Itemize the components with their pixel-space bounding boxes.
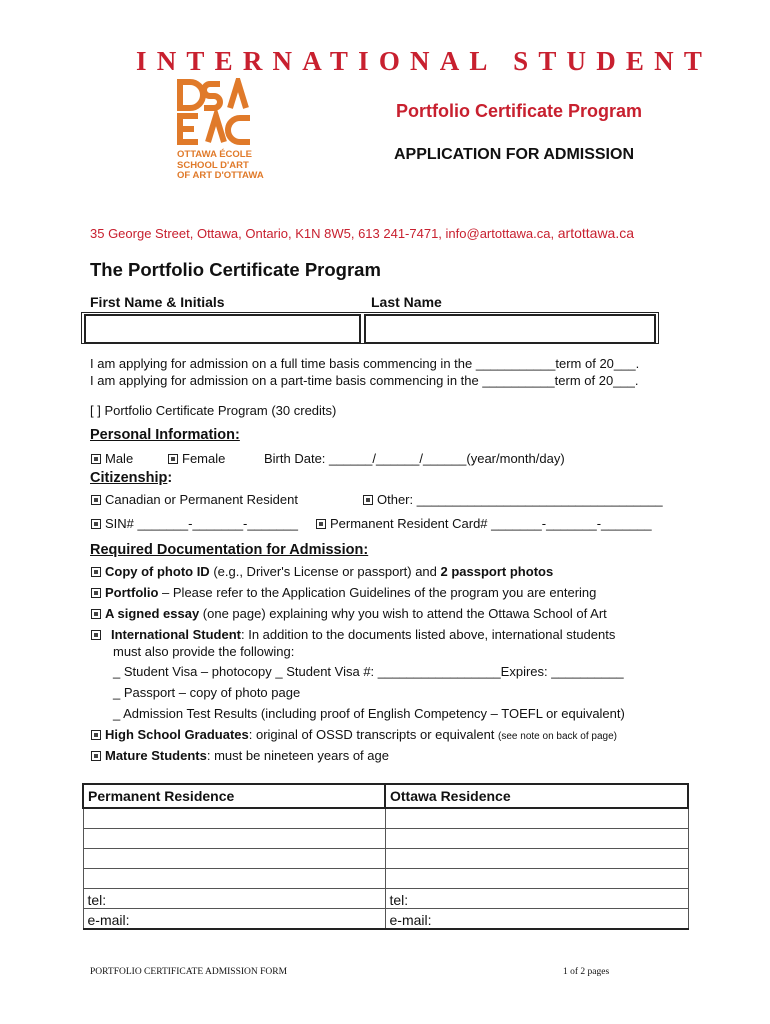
checkbox-icon — [91, 567, 101, 577]
first-name-label: First Name & Initials — [90, 294, 225, 310]
address-text: 35 George Street, Ottawa, Ontario, K1N 8W5, 613 241-7471, info@artottawa.ca, — [90, 226, 555, 241]
doc-visa-line: _ Student Visa – photocopy _ Student Visa #: _________________Expires: __________ — [113, 664, 624, 679]
form-subtitle: APPLICATION FOR ADMISSION — [394, 146, 634, 163]
table-row — [83, 784, 688, 808]
doc-mature[interactable]: Mature Students: must be nineteen years of age — [91, 748, 389, 763]
permanent-email-field[interactable]: e-mail: — [83, 909, 385, 930]
footer-form-title: PORTFOLIO CERTIFICATE ADMISSION FORM — [90, 967, 288, 977]
last-name-input[interactable] — [364, 314, 656, 344]
permanent-address-line[interactable] — [83, 829, 385, 849]
page-title: INTERNATIONAL STUDENT — [136, 46, 713, 76]
logo-text: OTTAWA ÉCOLE SCHOOL D'ART OF ART D'OTTAWA — [177, 149, 264, 181]
school-address — [90, 225, 634, 241]
table-row — [83, 849, 688, 869]
checkbox-icon — [316, 519, 326, 529]
doc-international-line2: must also provide the following: — [113, 644, 295, 659]
sin-field[interactable]: SIN# _______-_______-_______ — [91, 516, 298, 531]
female-checkbox[interactable]: Female — [168, 451, 225, 466]
doc-passport-line: _ Passport – copy of photo page — [113, 685, 301, 700]
permanent-residence-header: Permanent Residence — [83, 784, 385, 808]
residence-table — [82, 783, 689, 930]
page-number: 1 of 2 pages — [563, 967, 610, 977]
documentation-heading: Required Documentation for Admission: — [90, 542, 369, 558]
checkbox-icon — [91, 730, 101, 740]
citizenship-heading: Citizenship: — [90, 470, 173, 486]
birth-date-field[interactable]: Birth Date: ______/______/______(year/month/day) — [264, 451, 565, 466]
program-name: Portfolio Certificate Program — [396, 101, 643, 121]
ottawa-address-line[interactable] — [385, 849, 688, 869]
permanent-tel-field[interactable]: tel: — [83, 889, 385, 909]
other-citizenship-checkbox[interactable]: Other: __________________________________ — [363, 492, 663, 507]
doc-international[interactable]: International Student: In addition to the documents listed above, international students — [91, 627, 615, 642]
ottawa-email-field[interactable]: e-mail: — [385, 909, 688, 930]
checkbox-icon — [91, 588, 101, 598]
website-link[interactable]: artottawa.ca — [557, 225, 635, 241]
table-row — [83, 808, 688, 829]
checkbox-icon — [91, 495, 101, 505]
male-checkbox[interactable]: Male — [91, 451, 133, 466]
ottawa-address-line[interactable] — [385, 808, 688, 829]
last-name-label: Last Name — [371, 294, 442, 310]
doc-test-results-line: _ Admission Test Results (including proof of English Competency – TOEFL or equivalent) — [113, 706, 625, 721]
permanent-address-line[interactable] — [83, 869, 385, 889]
doc-portfolio[interactable]: Portfolio – Please refer to the Application Guidelines of the program you are entering — [91, 585, 596, 600]
table-row — [83, 869, 688, 889]
checkbox-icon — [168, 454, 178, 464]
table-row — [83, 829, 688, 849]
permanent-address-line[interactable] — [83, 849, 385, 869]
apply-full-time: I am applying for admission on a full time basis commencing in the ___________term of 20___. — [90, 356, 640, 371]
ottawa-residence-header: Ottawa Residence — [385, 784, 688, 808]
ottawa-address-line[interactable] — [385, 829, 688, 849]
apply-part-time: I am applying for admission on a part-time basis commencing in the __________term of 20___. — [90, 373, 639, 388]
program-choice-checkbox[interactable]: [ ] Portfolio Certificate Program (30 credits) — [90, 403, 337, 418]
permanent-address-line[interactable] — [83, 808, 385, 829]
doc-high-school[interactable]: High School Graduates: original of OSSD transcripts or equivalent (see note on back of page) — [91, 727, 617, 742]
table-row — [83, 909, 688, 930]
checkbox-icon — [91, 454, 101, 464]
first-name-input[interactable] — [84, 314, 361, 344]
checkbox-icon — [363, 495, 373, 505]
checkbox-icon — [91, 609, 101, 619]
checkbox-icon — [91, 519, 101, 529]
doc-essay[interactable]: A signed essay (one page) explaining why you wish to attend the Ottawa School of Art — [91, 606, 607, 621]
section-heading: The Portfolio Certificate Program — [90, 259, 381, 280]
ottawa-address-line[interactable] — [385, 869, 688, 889]
canadian-checkbox[interactable]: Canadian or Permanent Resident — [91, 492, 298, 507]
ottawa-tel-field[interactable]: tel: — [385, 889, 688, 909]
personal-info-heading: Personal Information: — [90, 427, 240, 443]
doc-photo-id[interactable]: Copy of photo ID (e.g., Driver's License or passport) and 2 passport photos — [91, 564, 553, 579]
checkbox-icon — [91, 630, 101, 640]
ottawa-school-of-art-logo — [176, 78, 256, 148]
table-row — [83, 889, 688, 909]
checkbox-icon — [91, 751, 101, 761]
pr-card-field[interactable]: Permanent Resident Card# _______-_______-_______ — [316, 516, 652, 531]
